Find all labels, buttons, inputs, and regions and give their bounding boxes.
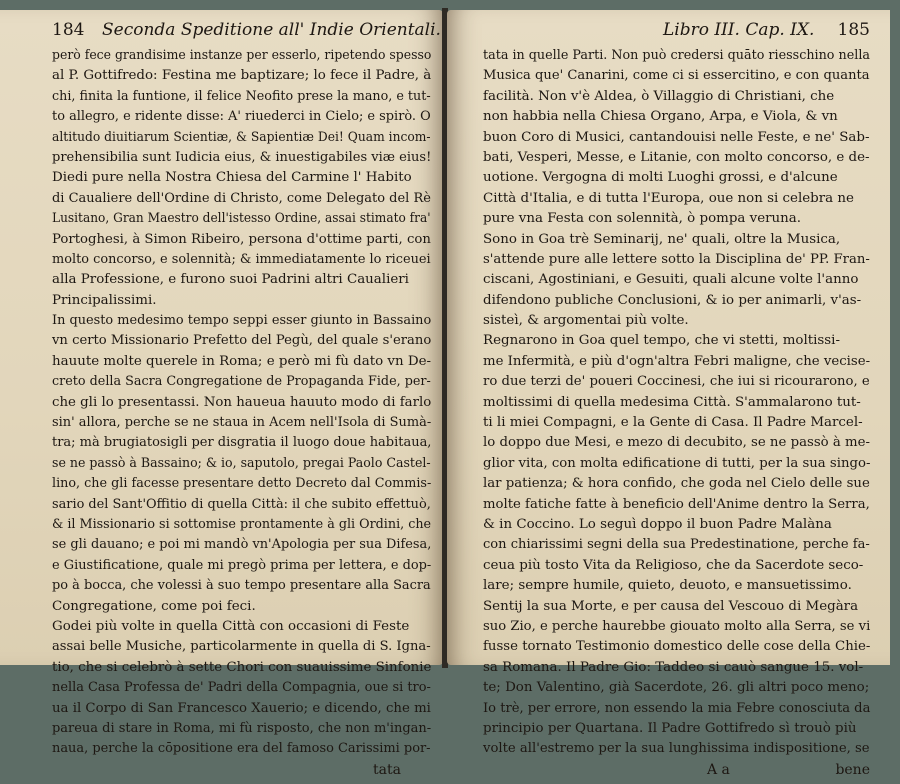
text-line: facilità. Non v'è Aldea, ò Villaggio di Christiani, che — [483, 88, 835, 104]
text-line: Sentij la sua Morte, e per causa del Vescouo di Megàra — [483, 598, 859, 614]
text-line: sario del Sant'Offitio di quella Città: il che subito effettuò, — [52, 496, 431, 512]
text-line: però fece grandisime instanze per esserlo, ripetendo spesso — [52, 48, 432, 63]
text-line: bati, Vesperi, Messe, e Litanie, con molto concorso, e de- — [483, 149, 870, 165]
left-page — [0, 10, 443, 778]
text-line: lare; sempre humile, quieto, deuoto, e mansuetissimo. — [483, 578, 852, 594]
text-line: che gli lo presentassi. Non haueua hauuto modo di farlo — [52, 394, 432, 410]
text-line: lino, che gli facesse presentare detto Decreto dal Commis- — [52, 476, 432, 492]
text-line: vn certo Missionario Prefetto del Pegù, del quale s'erano — [52, 333, 432, 349]
text-line: al P. Gottifredo: Festina me baptizare; lo fece il Padre, à — [52, 68, 432, 84]
text-line: Musica que' Canarini, come ci si essercitino, e con quanta — [483, 68, 870, 84]
text-line: buon Coro di Musici, cantandouisi nelle Feste, e ne' Sab- — [483, 129, 870, 145]
left-page-header — [52, 16, 441, 46]
left-page-text — [52, 46, 431, 760]
right-page-header — [483, 16, 870, 46]
text-line: Io trè, per errore, non essendo la mia Febre conosciuta da — [483, 700, 871, 716]
text-line: chi, finita la funtione, il felice Neofito prese la mano, e tut- — [52, 88, 431, 104]
right-catchword: bene — [835, 761, 870, 778]
text-line: naua, perche la cōpositione era del famoso Carissimi por- — [52, 741, 431, 757]
text-line: volte all'estremo per la sua lunghissima indispositione, se — [483, 741, 870, 757]
text-line: ti li miei Compagni, e la Gente di Casa. Il Padre Marcel- — [483, 415, 863, 431]
text-line: Congregatione, come poi feci. — [52, 598, 256, 614]
text-line: te; Don Valentino, già Sacerdote, 26. gli altri poco meno; — [483, 680, 870, 696]
text-line: assai belle Musiche, particolarmente in quella di S. Igna- — [52, 639, 431, 655]
text-line: fusse tornato Testimonio domestico delle cose della Chie- — [483, 639, 871, 655]
text-line: sa Romana. Il Padre Gio: Taddeo si cauò sangue 15. vol- — [483, 659, 864, 675]
text-line: lar patienza; & hora confido, che goda nel Cielo delle sue — [483, 476, 870, 492]
text-line: Lusitano, Gran Maestro dell'istesso Ordine, assai stimato fra' — [52, 211, 431, 227]
text-line: ciscani, Agostiniani, e Gesuiti, quali alcune volte l'anno — [483, 272, 859, 288]
text-line: hauute molte querele in Roma; e però mi fù dato vn De- — [52, 353, 432, 369]
text-line: ua il Corpo di San Francesco Xauerio; e dicendo, che mi — [52, 700, 431, 716]
text-line: molto concorso, e solennità; & immediatamente lo riceuei — [52, 251, 431, 267]
right-page-footer — [483, 762, 870, 784]
text-line: creto della Sacra Congregatione de Propaganda Fide, per- — [52, 374, 431, 390]
text-line: sin' allora, perche se ne staua in Acem nell'Isola di Sumà- — [52, 415, 432, 431]
signature-mark: A a — [707, 761, 730, 778]
text-line: molte fatiche fatte à beneficio dell'Anime dentro la Serra, — [483, 496, 870, 512]
text-line: pareua di stare in Roma, mi fù risposto, che non m'ingan- — [52, 720, 432, 736]
text-line: di Caualiere dell'Ordine di Christo, come Delegato del Rè — [52, 190, 431, 206]
text-line: principio per Quartana. Il Padre Gottifredo sì trouò più — [483, 720, 857, 736]
text-line: tata in quelle Parti. Non può credersi quāto riesschino nella — [483, 48, 871, 63]
left-running-title: Seconda Speditione all' Indie Orientali. — [102, 20, 441, 40]
text-line: tio, che si celebrò à sette Chori con suauissime Sinfonie — [52, 659, 432, 675]
text-line: & il Missionario si sottomise prontamente à gli Ordini, che — [52, 516, 432, 532]
right-page-text — [483, 46, 870, 760]
text-line: non habbia nella Chiesa Organo, Arpa, e Viola, & vn — [483, 109, 838, 125]
text-line: con chiarissimi segni della sua Predestinatione, perche fa- — [483, 537, 870, 553]
text-line: altitudo diuitiarum Scientiæ, & Sapientiæ Dei! Quam incom- — [52, 129, 431, 145]
left-catchword: tata — [373, 761, 401, 778]
text-line: e Giustificatione, quale mi pregò prima per lettera, e dop- — [52, 557, 432, 573]
text-line: Godei più volte in quella Città con occasioni di Feste — [52, 618, 410, 634]
text-line: glior vita, con molta edificatione di tutti, per la sua singo- — [483, 455, 871, 471]
text-line: nella Casa Professa de' Padri della Compagnia, oue si tro- — [52, 680, 431, 696]
text-line: Città d'Italia, e di tutta l'Europa, oue non si celebra ne — [483, 190, 854, 206]
text-line: s'attende pure alle lettere sotto la Disciplina de' PP. Fran- — [483, 251, 870, 267]
left-page-footer — [52, 762, 431, 784]
text-line: pure vna Festa con solennità, ò pompa veruna. — [483, 211, 802, 227]
text-line: ceua più tosto Vita da Religioso, che da Sacerdote seco- — [483, 557, 864, 573]
left-page-number: 184 — [52, 20, 85, 40]
right-chapter-header: Libro III. Cap. IX. — [663, 20, 815, 40]
text-line: Portoghesi, à Simon Ribeiro, persona d'ottime parti, con — [52, 231, 431, 247]
text-line: Sono in Goa trè Seminarij, ne' quali, oltre la Musica, — [483, 231, 841, 247]
text-line: sisteì, & argomentai più volte. — [483, 313, 689, 329]
text-line: me Infermità, e più d'ogn'altra Febri maligne, che vecise- — [483, 353, 871, 369]
text-line: prehensibilia sunt Iudicia eius, & inuestigabiles viæ eius! — [52, 149, 432, 165]
text-line: moltissimi di quella medesima Città. S'ammalarono tut- — [483, 394, 861, 410]
text-line: to allegro, e ridente disse: A' riuederci in Cielo; e spirò. O — [52, 109, 431, 125]
text-line: ro due terzi de' poueri Coccinesi, che iui si ricourarono, e — [483, 374, 870, 390]
text-line: lo doppo due Mesi, e mezo di decubito, se ne passò à me- — [483, 435, 870, 451]
text-line: suo Zio, e perche haurebbe giouato molto alla Serra, se vi — [483, 618, 871, 634]
text-line: tra; mà brugiatosigli per disgratia il luogo doue habitaua, — [52, 435, 432, 451]
text-line: po à bocca, che volessi à suo tempo presentare alla Sacra — [52, 578, 431, 594]
text-line: In questo medesimo tempo seppi esser giunto in Bassaino — [52, 313, 432, 329]
text-line: Principalissimi. — [52, 292, 157, 308]
text-line: alla Professione, e furono suoi Padrini altri Caualieri — [52, 272, 409, 288]
text-line: Diedi pure nella Nostra Chiesa del Carmine l' Habito — [52, 170, 412, 186]
right-page — [447, 10, 890, 778]
text-line: Regnarono in Goa quel tempo, che vi stetti, moltissi- — [483, 333, 840, 349]
text-line: & in Coccino. Lo seguì doppo il buon Padre Malàna — [483, 516, 832, 532]
right-page-number: 185 — [837, 20, 870, 40]
text-line: uotione. Vergogna di molti Luoghi grossi, e d'alcune — [483, 170, 838, 186]
text-line: difendono publiche Conclusioni, & io per animarli, v'as- — [483, 292, 862, 308]
text-line: se gli dauano; e poi mi mandò vn'Apologia per sua Difesa, — [52, 537, 432, 553]
text-line: se ne passò à Bassaino; & io, saputolo, pregai Paolo Castel- — [52, 455, 431, 471]
